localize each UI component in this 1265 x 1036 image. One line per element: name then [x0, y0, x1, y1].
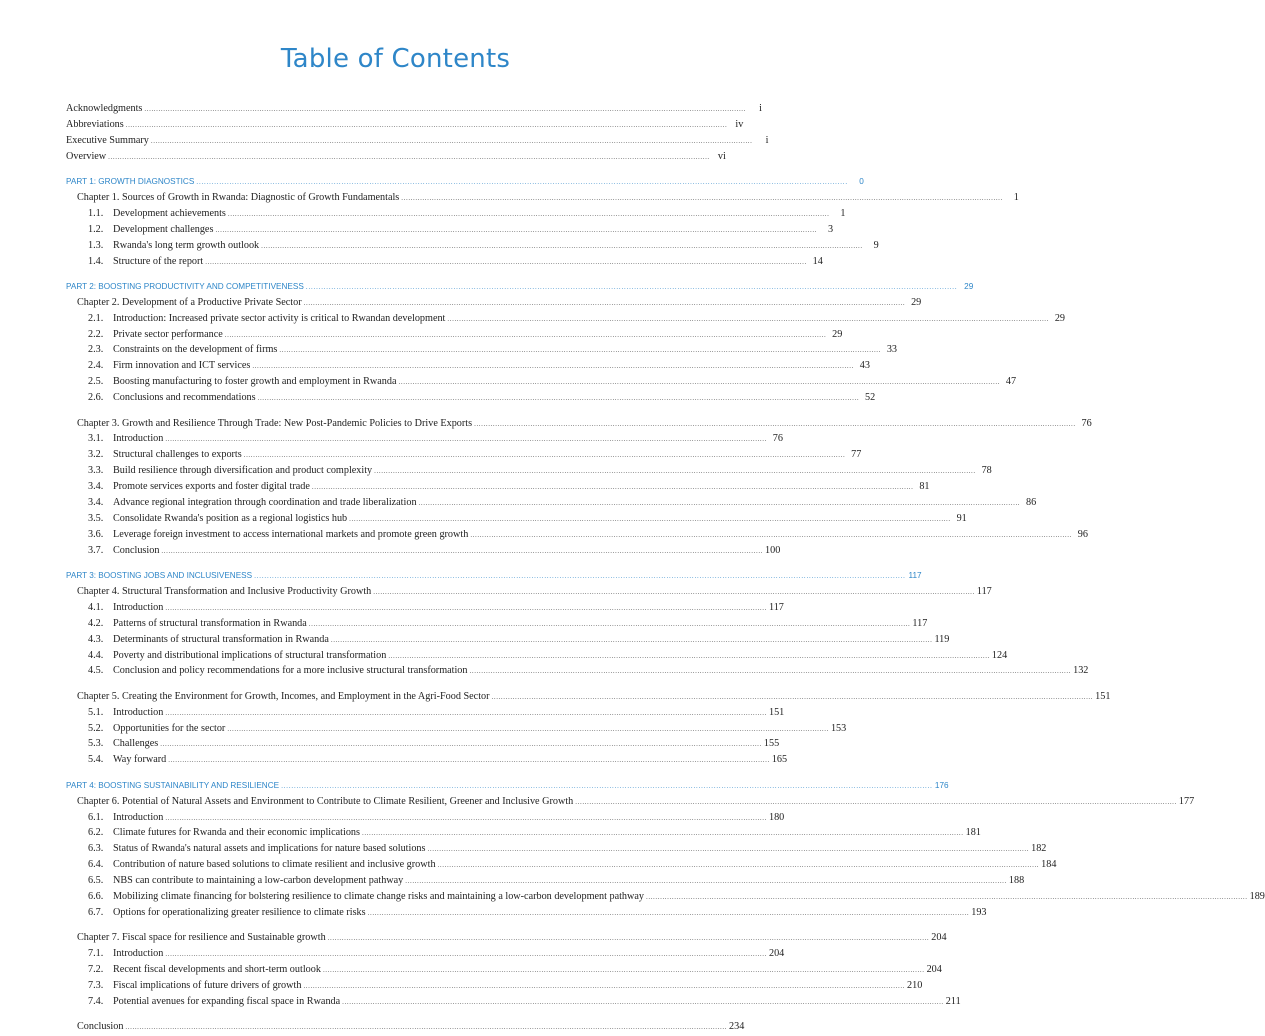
- toc-section-number: 2.3.: [88, 344, 104, 356]
- toc-section-label: Firm innovation and ICT services: [113, 360, 251, 372]
- toc-section-label: Status of Rwanda's natural assets and implications for nature based solutions: [113, 843, 426, 855]
- toc-section-entry[interactable]: [66, 857, 1057, 873]
- dot-leader: [225, 328, 827, 344]
- toc-section-number: 5.2.: [88, 722, 104, 734]
- toc-section-number: 6.1.: [88, 811, 104, 823]
- section-gap: [66, 165, 700, 175]
- toc-section-number: 1.4.: [88, 255, 104, 267]
- toc-section-page: 33: [886, 344, 897, 356]
- toc-chapter-label: Chapter 7. Fiscal space for resilience and Sustainable growth: [77, 932, 326, 944]
- toc-entry-page: i: [759, 103, 763, 114]
- dot-leader: [196, 175, 847, 191]
- toc-section-label: Conclusions and recommendations: [113, 392, 256, 404]
- dot-leader: [388, 649, 990, 665]
- toc-section-entry[interactable]: [66, 825, 981, 841]
- toc-section-entry[interactable]: [66, 905, 987, 921]
- toc-section-entry[interactable]: [66, 889, 1265, 905]
- toc-section-page: 52: [865, 392, 876, 404]
- toc-section-number: 6.6.: [88, 890, 104, 902]
- dot-leader: [331, 633, 933, 649]
- toc-section-label: Promote services exports and foster digital trade: [113, 481, 310, 493]
- dot-leader: [349, 512, 951, 528]
- toc-section-entry[interactable]: [66, 374, 1017, 390]
- section-gap: [66, 921, 700, 931]
- dot-leader: [474, 417, 1076, 433]
- dot-leader: [254, 569, 905, 585]
- toc-chapter-page: 234: [729, 1021, 745, 1033]
- toc-section-label: Conclusion: [113, 544, 160, 556]
- toc-section-label: Advance regional integration through coordination and trade liberalization: [113, 496, 417, 508]
- toc-section-label: Build resilience through diversification and product complexity: [113, 465, 373, 477]
- dot-leader: [419, 496, 1021, 512]
- toc-part-label: PART 3: BOOSTING JOBS AND INCLUSIVENESS: [66, 571, 253, 581]
- dot-leader: [438, 858, 1040, 874]
- toc-entry-label: Abbreviations: [66, 118, 124, 130]
- toc-section-number: 3.7.: [88, 544, 104, 556]
- toc-section-page: 153: [830, 722, 847, 734]
- dot-leader: [312, 480, 914, 496]
- toc-section-number: 4.4.: [88, 649, 104, 661]
- toc-chapter-page: 1: [1013, 191, 1019, 203]
- toc-section-entry[interactable]: [66, 527, 1088, 543]
- dot-leader: [575, 795, 1177, 811]
- toc-section-entry[interactable]: [66, 511, 967, 527]
- section-gap: [66, 679, 700, 689]
- toc-section-entry[interactable]: [66, 238, 879, 254]
- toc-entry-abbreviations[interactable]: [66, 117, 744, 133]
- toc-section-entry[interactable]: [66, 810, 785, 826]
- toc-section-entry[interactable]: [66, 254, 823, 270]
- toc-section-page: 96: [1077, 528, 1088, 540]
- toc-section-page: 117: [768, 601, 784, 613]
- section-gap: [66, 768, 700, 778]
- toc-section-number: 4.5.: [88, 665, 104, 677]
- dot-leader: [470, 528, 1072, 544]
- toc-part-page: 176: [934, 780, 949, 790]
- toc-part-heading[interactable]: [66, 174, 864, 190]
- page-title: Table of Contents: [280, 44, 511, 74]
- dot-leader: [165, 601, 767, 617]
- dot-leader: [342, 995, 944, 1011]
- toc-part-heading[interactable]: [66, 778, 949, 794]
- dot-leader: [304, 296, 906, 312]
- toc-chapter-label: Chapter 1. Sources of Growth in Rwanda: Diagnostic of Growth Fundamentals: [77, 191, 400, 203]
- toc-section-entry[interactable]: [66, 463, 992, 479]
- toc-section-number: 3.1.: [88, 433, 104, 445]
- toc-section-page: 43: [859, 360, 870, 372]
- toc-section-label: Opportunities for the sector: [113, 722, 226, 734]
- toc-section-entry[interactable]: [66, 327, 843, 343]
- toc-section-label: Structure of the report: [113, 255, 204, 267]
- toc-section-label: Recent fiscal developments and short-term outlook: [113, 964, 321, 976]
- toc-section-number: 1.3.: [88, 239, 104, 251]
- toc-section-entry[interactable]: [66, 358, 870, 374]
- dot-leader: [244, 448, 846, 464]
- dot-leader: [373, 585, 975, 601]
- dot-leader: [492, 690, 1094, 706]
- toc-part-heading[interactable]: [66, 568, 922, 584]
- toc-section-label: Consolidate Rwanda's position as a regional logistics hub: [113, 512, 348, 524]
- toc-section-entry[interactable]: [66, 390, 876, 406]
- toc-section-entry[interactable]: [66, 946, 785, 962]
- toc-section-entry[interactable]: [66, 841, 1047, 857]
- toc-section-label: Contribution of nature based solutions to climate resilient and inclusive growth: [113, 859, 436, 871]
- toc-chapter-entry[interactable]: [66, 584, 992, 600]
- toc-entry-page: i: [765, 134, 769, 146]
- toc-section-page: 204: [768, 948, 785, 960]
- toc-section-number: 2.4.: [88, 360, 104, 372]
- toc-section-page: 29: [832, 328, 843, 340]
- dot-leader: [470, 664, 1072, 680]
- dot-leader: [399, 375, 1001, 391]
- toc-section-page: 86: [1025, 496, 1037, 508]
- toc-entry-label: Overview: [66, 150, 107, 162]
- toc-section-page: 184: [1041, 859, 1057, 871]
- toc-part-page: 0: [859, 177, 864, 187]
- toc-chapter-entry[interactable]: [66, 416, 1092, 432]
- toc-chapter-entry[interactable]: [66, 930, 947, 946]
- dot-leader: [108, 150, 710, 166]
- toc-section-label: NBS can contribute to maintaining a low-carbon development pathway: [113, 875, 404, 887]
- toc-section-label: Determinants of structural transformation in Rwanda: [113, 633, 329, 645]
- toc-chapter-page: 76: [1081, 417, 1092, 429]
- toc-section-number: 5.3.: [88, 738, 104, 750]
- toc-section-page: 100: [765, 544, 781, 556]
- toc-section-number: 7.1.: [88, 948, 104, 960]
- dot-leader: [165, 432, 767, 448]
- toc-chapter-page: 177: [1178, 795, 1195, 807]
- toc-section-number: 2.6.: [88, 392, 104, 404]
- toc-section-label: Boosting manufacturing to foster growth and employment in Rwanda: [113, 376, 397, 388]
- dot-leader: [165, 811, 767, 827]
- dot-leader: [309, 617, 911, 633]
- toc-section-label: Leverage foreign investment to access international markets and promote green growth: [113, 528, 469, 540]
- toc-section-entry[interactable]: [66, 342, 897, 358]
- toc-section-page: 211: [945, 995, 961, 1007]
- toc-entry-acknowledgments[interactable]: [66, 101, 763, 117]
- toc-section-number: 4.2.: [88, 617, 104, 629]
- toc-section-entry[interactable]: [66, 311, 1066, 327]
- toc-section-label: Private sector performance: [113, 328, 223, 340]
- toc-section-label: Poverty and distributional implications of structural transformation: [113, 649, 387, 661]
- dot-leader: [323, 963, 925, 979]
- toc-section-label: Fiscal implications of future drivers of growth: [113, 979, 302, 991]
- toc-section-entry[interactable]: [66, 632, 950, 648]
- toc-section-number: 6.3.: [88, 843, 104, 855]
- dot-leader: [161, 544, 763, 560]
- toc-section-number: 1.1.: [88, 207, 104, 219]
- toc-section-label: Development challenges: [113, 223, 214, 235]
- toc-section-entry[interactable]: [66, 543, 781, 559]
- toc-section-entry[interactable]: [66, 447, 862, 463]
- dot-leader: [258, 391, 860, 407]
- toc-chapter-page: 29: [911, 296, 922, 308]
- toc-entry-page: iv: [735, 118, 744, 130]
- section-gap: [66, 559, 700, 569]
- toc-section-page: 155: [763, 738, 780, 750]
- toc-section-page: 3: [827, 223, 834, 235]
- toc-part-page: 29: [964, 281, 974, 291]
- toc-part-label: PART 1: GROWTH DIAGNOSTICS: [66, 177, 195, 187]
- dot-leader: [328, 931, 930, 947]
- toc-section-entry[interactable]: [66, 648, 1008, 664]
- toc-section-number: 6.2.: [88, 827, 104, 839]
- table-of-contents: [66, 101, 1265, 1035]
- dot-leader: [401, 191, 1003, 207]
- dot-leader: [405, 874, 1007, 890]
- toc-section-entry[interactable]: [66, 479, 930, 495]
- toc-section-page: 132: [1073, 665, 1089, 677]
- toc-section-label: Challenges: [113, 738, 159, 750]
- toc-section-page: 189: [1249, 890, 1265, 902]
- toc-section-page: 77: [851, 449, 862, 461]
- toc-section-page: 78: [981, 465, 992, 477]
- dot-leader: [428, 842, 1030, 858]
- toc-section-page: 204: [926, 964, 942, 976]
- toc-section-number: 3.4.: [88, 481, 104, 493]
- toc-section-page: 124: [991, 649, 1008, 661]
- toc-section-page: 117: [912, 617, 928, 629]
- toc-section-page: 151: [768, 706, 785, 718]
- dot-leader: [227, 722, 829, 738]
- toc-chapter-entry[interactable]: [66, 190, 1019, 206]
- toc-chapter-entry[interactable]: [66, 794, 1195, 810]
- toc-chapter-label: Chapter 5. Creating the Environment for Growth, Incomes, and Employment in the Agri-Food Sector: [77, 690, 490, 702]
- dot-leader: [306, 280, 957, 296]
- toc-section-entry[interactable]: [66, 721, 847, 737]
- toc-section-page: 188: [1008, 875, 1025, 887]
- toc-section-page: 14: [812, 255, 823, 267]
- dot-leader: [279, 343, 881, 359]
- dot-leader: [168, 753, 770, 769]
- toc-section-number: 3.2.: [88, 449, 104, 461]
- toc-section-number: 2.1.: [88, 312, 104, 324]
- dot-leader: [362, 826, 964, 842]
- dot-leader: [205, 255, 807, 271]
- section-gap: [66, 406, 700, 416]
- toc-section-label: Potential avenues for expanding fiscal space in Rwanda: [113, 995, 341, 1007]
- toc-section-entry[interactable]: [66, 962, 942, 978]
- toc-section-number: 6.4.: [88, 859, 104, 871]
- toc-chapter-label: Chapter 3. Growth and Resilience Through Trade: New Post-Pandemic Policies to Drive Exports: [77, 417, 473, 429]
- dot-leader: [281, 779, 932, 795]
- toc-section-number: 7.3.: [88, 979, 104, 991]
- toc-section-number: 3.3.: [88, 465, 104, 477]
- toc-section-entry[interactable]: [66, 222, 834, 238]
- toc-section-number: 3.6.: [88, 528, 104, 540]
- toc-section-page: 9: [873, 239, 879, 251]
- toc-section-label: Introduction: [113, 706, 164, 718]
- dot-leader: [151, 134, 753, 150]
- toc-section-page: 76: [772, 433, 783, 445]
- toc-section-entry[interactable]: [66, 495, 1037, 511]
- section-gap: [66, 269, 700, 279]
- toc-section-page: 181: [965, 827, 981, 839]
- toc-part-label: PART 4: BOOSTING SUSTAINABILITY AND RESILIENCE: [66, 780, 280, 790]
- toc-section-label: Options for operationalizing greater resilience to climate risks: [113, 906, 366, 918]
- toc-section-entry[interactable]: [66, 752, 788, 768]
- toc-part-label: PART 2: BOOSTING PRODUCTIVITY AND COMPETITIVENESS: [66, 281, 304, 291]
- dot-leader: [165, 706, 767, 722]
- dot-leader: [646, 890, 1248, 906]
- toc-section-entry[interactable]: [66, 978, 923, 994]
- toc-section-page: 29: [1054, 312, 1066, 324]
- toc-section-entry[interactable]: [66, 736, 780, 752]
- toc-section-page: 81: [919, 481, 930, 493]
- toc-section-number: 6.5.: [88, 875, 104, 887]
- dot-leader: [126, 118, 728, 134]
- toc-section-label: Constraints on the development of firms: [113, 344, 278, 356]
- toc-section-entry[interactable]: [66, 616, 928, 632]
- toc-entry-label: Acknowledgments: [66, 103, 143, 114]
- toc-section-number: 5.1.: [88, 706, 104, 718]
- toc-section-label: Introduction: [113, 948, 164, 960]
- toc-section-number: 2.5.: [88, 376, 104, 388]
- toc-section-label: Introduction: [113, 433, 164, 445]
- toc-section-label: Patterns of structural transformation in Rwanda: [113, 617, 307, 629]
- dot-leader: [261, 239, 863, 255]
- toc-section-number: 7.4.: [88, 995, 104, 1007]
- dot-leader: [252, 359, 854, 375]
- dot-leader: [165, 947, 767, 963]
- toc-chapter-label: Chapter 4. Structural Transformation and Inclusive Productivity Growth: [77, 585, 372, 597]
- toc-section-entry[interactable]: [66, 994, 961, 1010]
- toc-entry-page: vi: [717, 150, 726, 162]
- toc-section-page: 165: [771, 754, 788, 766]
- dot-leader: [368, 906, 970, 922]
- toc-section-label: Introduction: Increased private sector activity is critical to Rwandan development: [113, 312, 446, 324]
- dot-leader: [374, 464, 976, 480]
- toc-section-label: Introduction: [113, 811, 164, 823]
- toc-chapter-page: 117: [976, 585, 992, 597]
- toc-section-label: Mobilizing climate financing for bolstering resilience to climate change risks and maintaining a low-carbon development pathway: [113, 890, 644, 902]
- toc-section-label: Introduction: [113, 601, 164, 613]
- toc-section-label: Development achievements: [113, 207, 226, 219]
- toc-section-number: 3.5.: [88, 512, 104, 524]
- toc-section-label: Way forward: [113, 754, 167, 766]
- dot-leader: [144, 102, 746, 118]
- dot-leader: [215, 223, 817, 239]
- toc-section-number: 4.1.: [88, 601, 104, 613]
- toc-chapter-entry[interactable]: [66, 689, 1111, 705]
- section-gap: [66, 1010, 700, 1020]
- toc-section-label: Rwanda's long term growth outlook: [113, 239, 260, 251]
- toc-section-entry[interactable]: [66, 431, 783, 447]
- toc-entry-executive-summary[interactable]: [66, 133, 769, 149]
- toc-section-page: 1: [840, 207, 846, 219]
- toc-chapter-page: 204: [931, 932, 947, 944]
- toc-chapter-entry[interactable]: [66, 295, 922, 311]
- toc-chapter-label: Chapter 2. Development of a Productive Private Sector: [77, 296, 302, 308]
- toc-section-entry[interactable]: [66, 206, 846, 222]
- dot-leader: [125, 1020, 727, 1036]
- toc-section-number: 5.4.: [88, 754, 104, 766]
- toc-section-page: 182: [1031, 843, 1047, 855]
- toc-part-page: 117: [908, 571, 922, 581]
- toc-section-label: Conclusion and policy recommendations for a more inclusive structural transformation: [113, 665, 468, 677]
- dot-leader: [228, 207, 830, 223]
- toc-section-number: 4.3.: [88, 633, 104, 645]
- toc-section-number: 3.4.: [88, 496, 104, 508]
- toc-section-page: 180: [768, 811, 785, 823]
- toc-section-page: 91: [956, 512, 967, 524]
- toc-section-number: 1.2.: [88, 223, 104, 235]
- toc-section-entry[interactable]: [66, 873, 1025, 889]
- toc-section-entry[interactable]: [66, 705, 785, 721]
- toc-section-label: Structural challenges to exports: [113, 449, 242, 461]
- toc-section-entry[interactable]: [66, 663, 1089, 679]
- toc-chapter-page: 151: [1095, 690, 1111, 702]
- toc-section-number: 2.2.: [88, 328, 104, 340]
- toc-chapter-label: Chapter 6. Potential of Natural Assets and Environment to Contribute to Climate Resilient, Greener and Inclusive Growth: [77, 795, 574, 807]
- toc-section-label: Climate futures for Rwanda and their economic implications: [113, 827, 360, 839]
- toc-entry-label: Executive Summary: [66, 134, 149, 146]
- toc-section-page: 47: [1005, 376, 1017, 388]
- dot-leader: [303, 979, 905, 995]
- toc-section-page: 193: [971, 906, 987, 918]
- dot-leader: [160, 737, 762, 753]
- toc-part-heading[interactable]: [66, 279, 974, 295]
- toc-chapter-label: Conclusion: [77, 1021, 124, 1033]
- toc-section-page: 210: [907, 979, 923, 991]
- toc-section-page: 119: [934, 633, 950, 645]
- toc-section-number: 7.2.: [88, 964, 104, 976]
- toc-section-entry[interactable]: [66, 600, 784, 616]
- toc-entry-overview[interactable]: [66, 149, 726, 165]
- toc-section-number: 6.7.: [88, 906, 104, 918]
- dot-leader: [447, 312, 1049, 328]
- toc-entry-conclusion[interactable]: [66, 1019, 745, 1035]
